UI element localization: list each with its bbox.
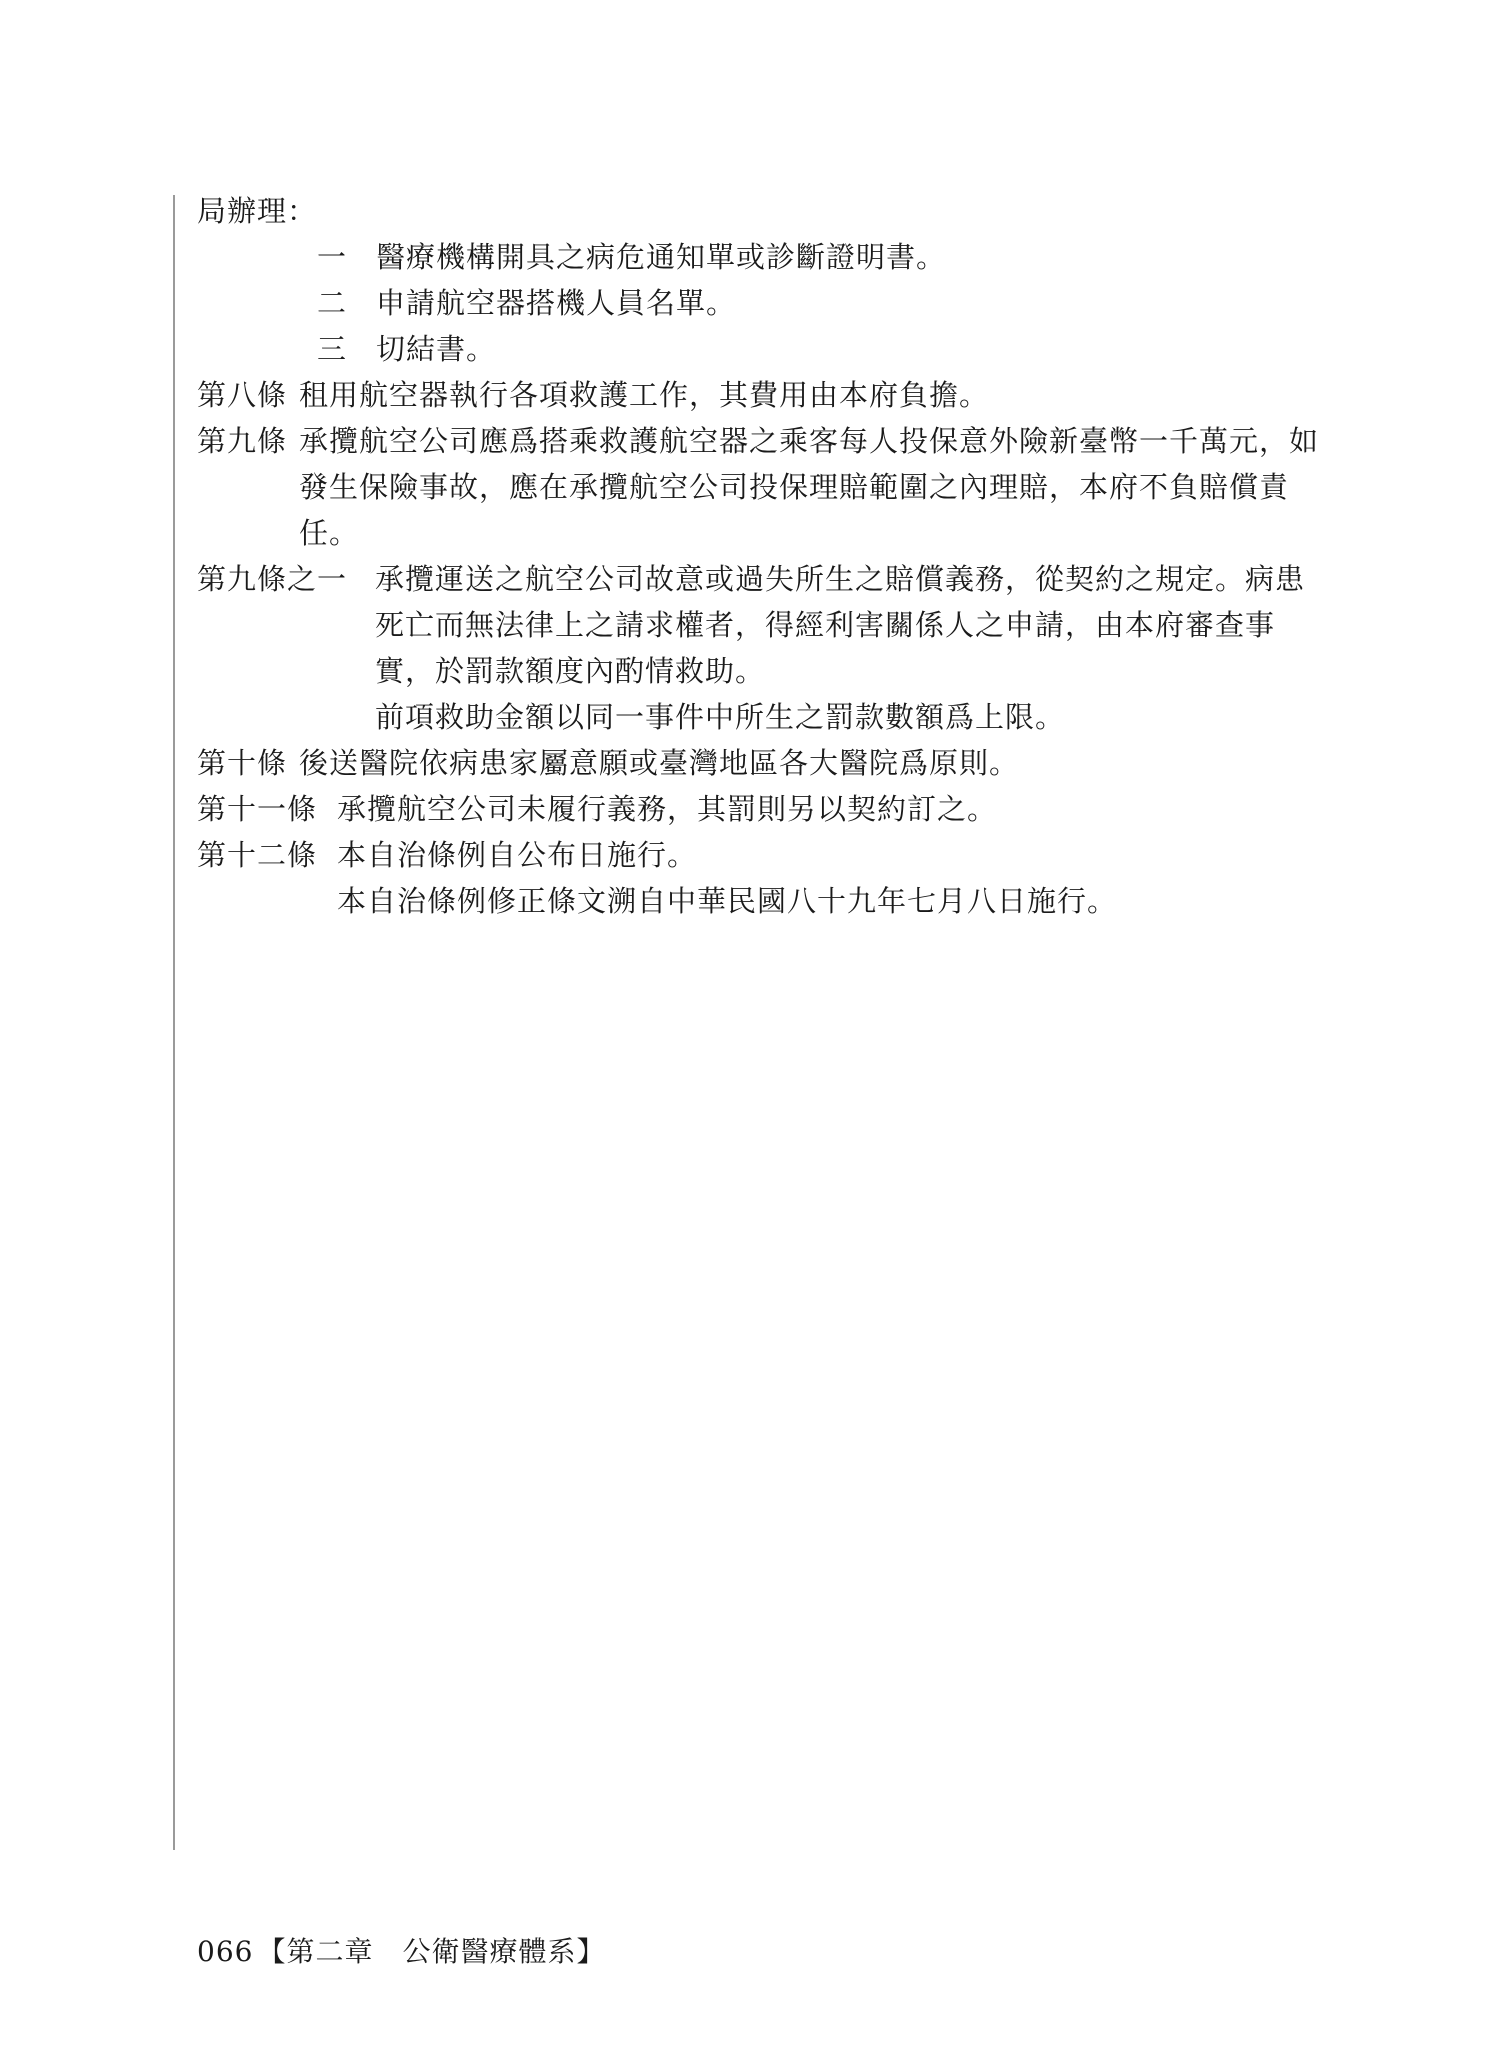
article-text: 承攬航空公司未履行義務，其罰則另以契約訂之。 <box>337 792 998 826</box>
article-text: 後送醫院依病患家屬意願或臺灣地區各大醫院爲原則。 <box>299 746 1020 780</box>
article-paragraph: 承攬運送之航空公司故意或過失所生之賠償義務，從契約之規定。病患死亡而無法律上之請求權者，得經利害關係人之申請，由本府審查事實，於罰款額度內酌情救助。 <box>375 562 1306 688</box>
page-footer <box>197 1930 605 1970</box>
list-item-text: 申請航空器搭機人員名單。 <box>376 286 737 320</box>
list-item <box>317 280 1327 326</box>
margin-rule <box>173 195 175 1850</box>
article-label: 第十二條 <box>197 838 318 872</box>
list-item-number: 二 <box>317 286 348 320</box>
document-body <box>197 188 1327 924</box>
chapter-title: 【第二章 公衛醫療體系】 <box>257 1935 606 1968</box>
list-item-text: 醫療機構開具之病危通知單或診斷證明書。 <box>376 240 947 274</box>
attachment-list <box>197 234 1327 372</box>
list-item <box>317 234 1327 280</box>
list-item-number: 三 <box>317 332 348 366</box>
list-item <box>317 326 1327 372</box>
article-label: 第九條 <box>197 424 288 458</box>
article-label: 第九條之一 <box>197 562 348 596</box>
article-label: 第十一條 <box>197 792 318 826</box>
list-item-text: 切結書。 <box>376 332 497 366</box>
article-label: 第八條 <box>197 378 288 412</box>
article-12 <box>197 832 1327 924</box>
article-paragraph: 本自治條例自公布日施行。 <box>337 838 698 872</box>
article-paragraph: 本自治條例修正條文溯自中華民國八十九年七月八日施行。 <box>337 884 1118 918</box>
article-9 <box>197 418 1327 556</box>
article-text: 租用航空器執行各項救護工作，其費用由本府負擔。 <box>299 378 990 412</box>
article-8 <box>197 372 1327 418</box>
article-11 <box>197 786 1327 832</box>
page-number: 066 <box>197 1935 254 1968</box>
article-label: 第十條 <box>197 746 288 780</box>
list-item-number: 一 <box>317 240 348 274</box>
article-body <box>375 556 1327 740</box>
article-body <box>337 832 1327 924</box>
continuation-text: 局辦理： <box>197 194 318 228</box>
article-10 <box>197 740 1327 786</box>
article-paragraph: 前項救助金額以同一事件中所生之罰款數額爲上限。 <box>375 700 1066 734</box>
article-9-1 <box>197 556 1327 740</box>
article-text: 承攬航空公司應爲搭乘救護航空器之乘客每人投保意外險新臺幣一千萬元，如發生保險事故，應在承攬航空公司投保理賠範圍之內理賠，本府不負賠償責任。 <box>299 424 1320 550</box>
